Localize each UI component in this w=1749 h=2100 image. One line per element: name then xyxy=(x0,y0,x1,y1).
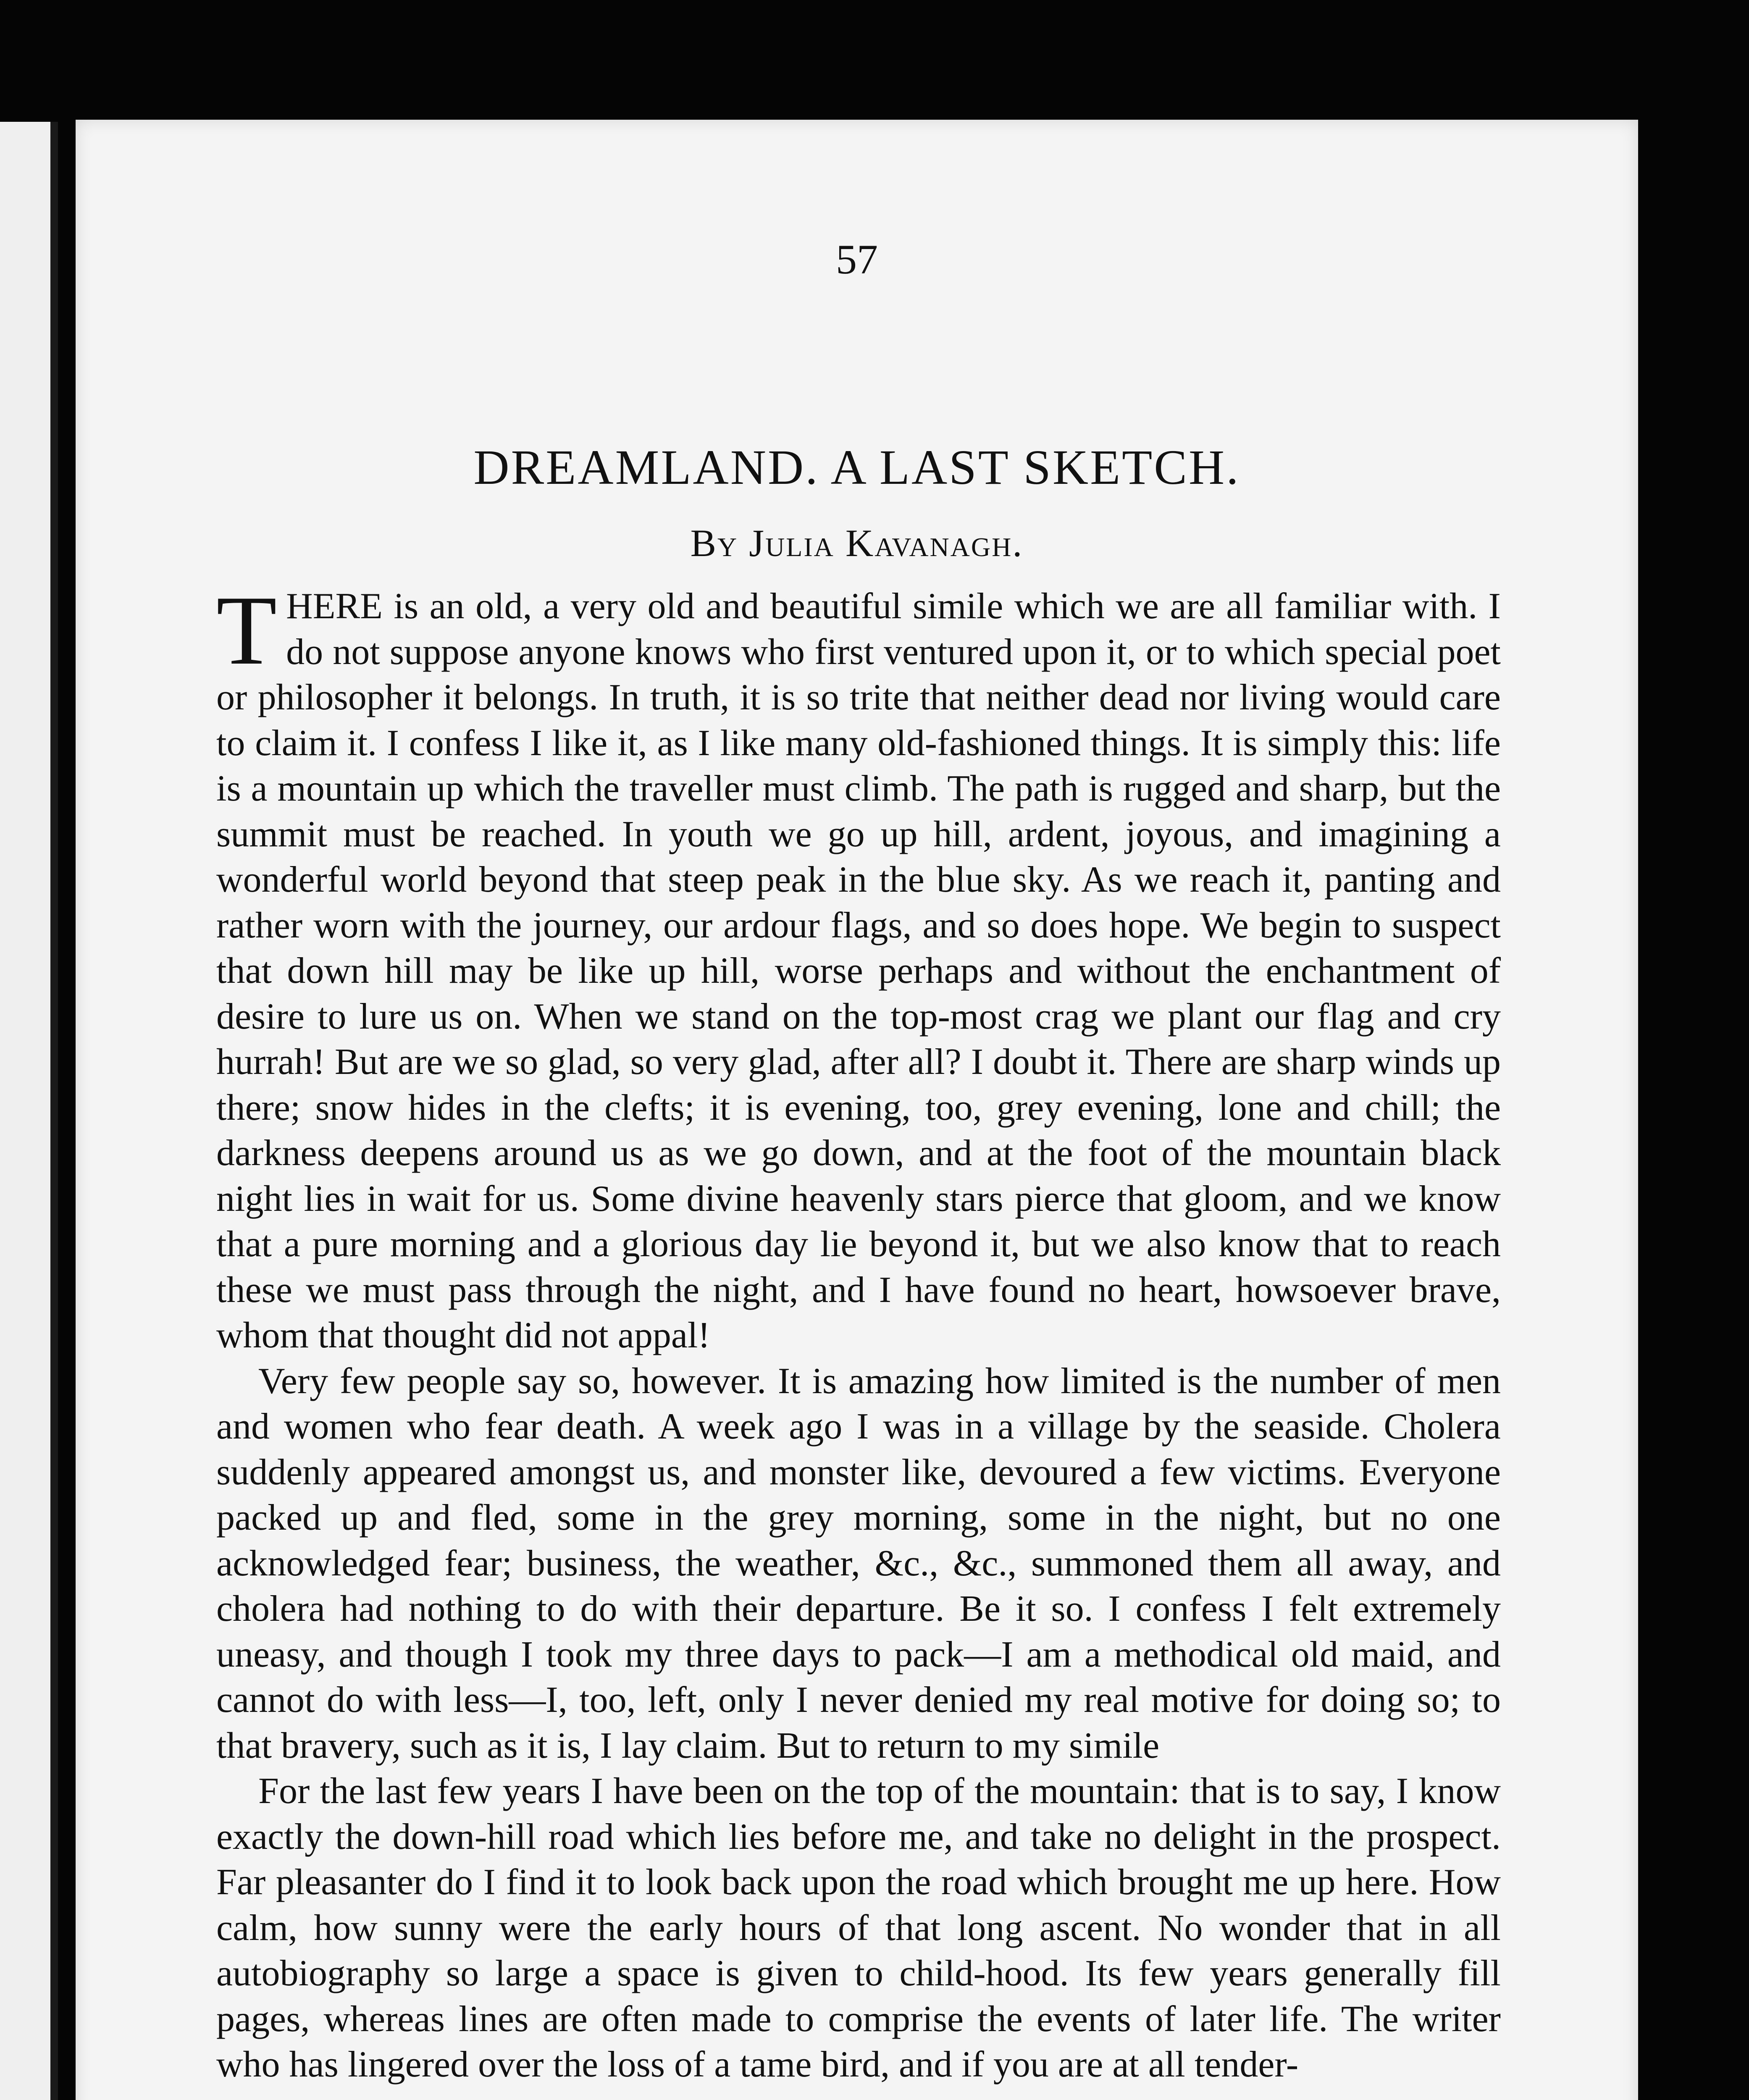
paragraph-2: Very few people say so, however. It is amazing how limited is the number of men and women who fear death. A week ago I was in a village by the seaside. Cholera suddenly appeared amongst us, and monster like, devoured a few victims. Everyone packed up and fled, some in the grey morning, some in the night, but no one acknowledged fear; business, the weather, &c., &c., summoned them all away, and cholera had nothing to do with their departure. Be it so. I confess I felt extremely uneasy, and though I took my three days to pack—I am a methodical old maid, and cannot do with less—I, too, left, only I never denied my real motive for doing so; to that bravery, such as it is, I lay claim. But to return to my simile xyxy=(216,1360,1501,1766)
paragraph-3: For the last few years I have been on the top of the mountain: that is to say, I know exactly the down-hill road which lies before me, and take no delight in the prospect. Far pleasanter do I find it to look back upon the road which brought me up here. How calm, how sunny were the early hours of that long ascent. No wonder that in all autobiography so large a space is given to child-hood. Its few years generally fill pages, whereas lines are often made to comprise the events of later life. The writer who has lingered over the loss of a tame bird, and if you are at all tender- xyxy=(216,1771,1501,2085)
paragraph-1-text: HERE is an old, a very old and beautiful simile which we are all familiar with. I do not suppose anyone knows who first ventured upon it, or to which special poet or philosopher it belongs. In truth, it is so trite that neither dead nor living would care to claim it. I confess I like it, as I like many old-fashioned things. It is simply this: life is a mountain up which the traveller must climb. The path is rugged and sharp, but the summit must be reached. In youth we go up hill, ardent, joyous, and imagining a wonderful world beyond that steep peak in the blue sky. As we reach it, panting and rather worn with the journey, our ardour flags, and so does hope. We begin to suspect that down hill may be like up hill, worse perhaps and without the enchantment of desire to lure us on. When we stand on the top-most crag we plant our flag and cry hurrah! But are we so glad, so very glad, after all? I doubt it. There are sharp winds up there; snow hides in the clefts; it is evening, too, grey evening, lone and chill; the darkness deepens around us as we go down, and at the foot of the mountain black night lies in wait for us. Some divine heavenly stars pierce that gloom, and we know that a pure morning and a glorious day lie beyond it, but we also know that to reach these we must pass through the night, and I have found no heart, howsoever brave, whom that thought did not appal! xyxy=(216,586,1501,1356)
previous-page-edge xyxy=(0,122,58,2100)
article-body xyxy=(216,576,1501,2088)
book-page xyxy=(76,120,1638,2100)
author-byline: By Julia Kavanagh. xyxy=(690,522,1024,564)
page-number: 57 xyxy=(836,236,878,283)
article-title: DREAMLAND. A LAST SKETCH. xyxy=(473,440,1240,495)
drop-cap: T xyxy=(216,576,277,685)
paragraph-1 xyxy=(216,576,1501,1359)
